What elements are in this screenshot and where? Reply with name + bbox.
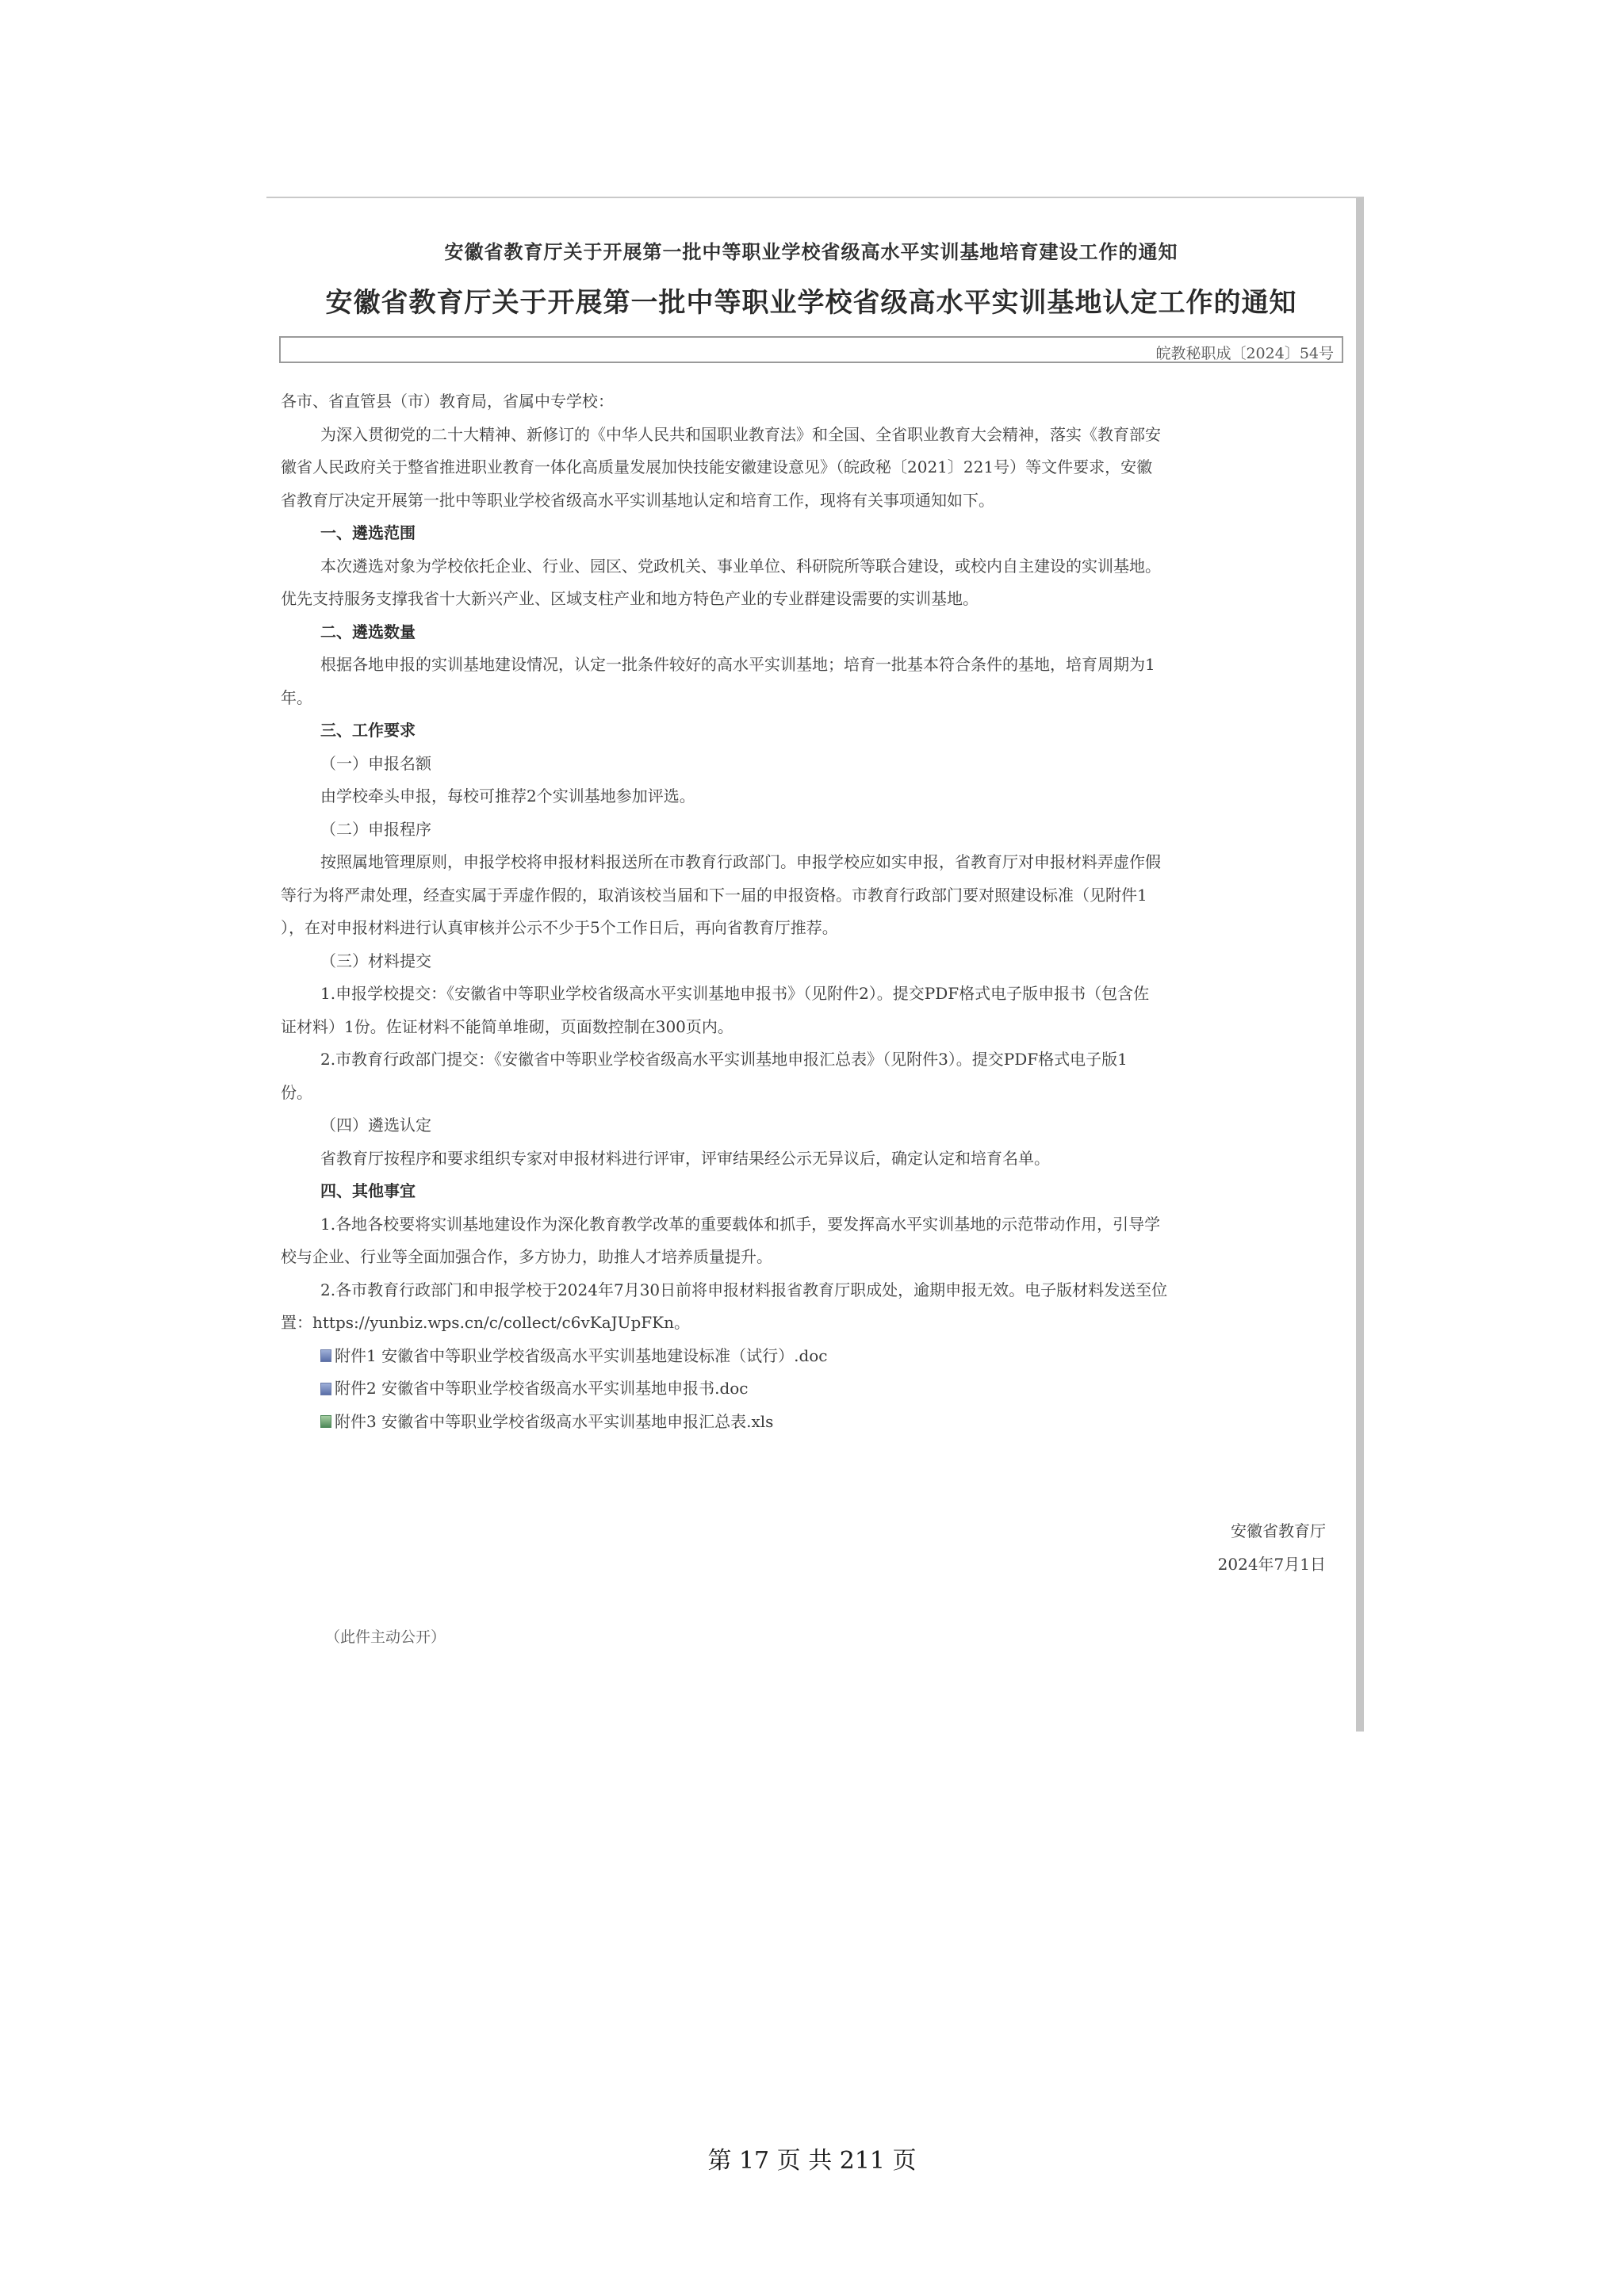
- body-line: 1.各地各校要将实训基地建设作为深化教育教学改革的重要载体和抓手，要发挥高水平实训基地的示范带动作用，引导学: [320, 1214, 1161, 1234]
- document-title-large: 安徽省教育厅关于开展第一批中等职业学校省级高水平实训基地认定工作的通知: [325, 287, 1297, 319]
- body-line: 校与企业、行业等全面加强合作，多方协力，助推人才培养质量提升。: [281, 1247, 772, 1266]
- issuer-block: [1218, 1514, 1326, 1581]
- body-line: 省教育厅决定开展第一批中等职业学校省级高水平实训基地认定和培育工作，现将有关事项通知如下。: [281, 490, 994, 510]
- subsection-heading: （二）申报程序: [320, 819, 431, 839]
- attachment-link-3[interactable]: [281, 1406, 1342, 1439]
- body-line: 为深入贯彻党的二十大精神、新修订的《中华人民共和国职业教育法》和全国、全省职业教育大会精神，落实《教育部安: [320, 424, 1161, 444]
- doc-file-icon: [320, 1349, 331, 1362]
- section-heading: 三、工作要求: [320, 721, 416, 740]
- body-line: 2.各市教育行政部门和申报学校于2024年7月30日前将申报材料报省教育厅职成处，逾期申报无效。电子版材料发送至位: [320, 1280, 1168, 1299]
- body-line: 优先支持服务支撑我省十大新兴产业、区域支柱产业和地方特色产业的专业群建设需要的实训基地。: [281, 589, 979, 608]
- body-line: 由学校牵头申报，每校可推荐2个实训基地参加评选。: [320, 786, 695, 806]
- salutation: 各市、省直管县（市）教育局，省属中专学校：: [281, 392, 614, 411]
- document-body: [281, 385, 1342, 1438]
- body-line: 2.市教育行政部门提交：《安徽省中等职业学校省级高水平实训基地申报汇总表》（见附件3）。提交PDF格式电子版1: [320, 1050, 1128, 1069]
- body-line: 根据各地申报的实训基地建设情况，认定一批条件较好的高水平实训基地；培育一批基本符合条件的基地，培育周期为1: [320, 655, 1155, 674]
- xls-file-icon: [320, 1415, 331, 1428]
- page-number: 第 17 页 共 211 页: [707, 2147, 917, 2175]
- body-line: 证材料）1份。佐证材料不能简单堆砌，页面数控制在300页内。: [281, 1016, 733, 1036]
- issuer-org: 安徽省教育厅: [1231, 1521, 1326, 1540]
- body-line: 本次遴选对象为学校依托企业、行业、园区、党政机关、事业单位、科研院所等联合建设，或校内自主建设的实训基地。: [320, 556, 1161, 576]
- doc-number: 皖教秘职成〔2024〕54号: [1155, 345, 1334, 362]
- body-line: 等行为将严肃处理，经查实属于弄虚作假的，取消该校当届和下一届的申报资格。市教育行政部门要对照建设标准（见附件1: [281, 885, 1147, 905]
- section-heading: 四、其他事宜: [320, 1181, 416, 1200]
- document-title-small: 安徽省教育厅关于开展第一批中等职业学校省级高水平实训基地培育建设工作的通知: [444, 241, 1178, 263]
- body-line: 省教育厅按程序和要求组织专家对申报材料进行评审，评审结果经公示无异议后，确定认定和培育名单。: [320, 1148, 1050, 1168]
- section-heading: 一、遴选范围: [320, 523, 416, 542]
- subsection-heading: （三）材料提交: [320, 951, 431, 970]
- body-line: ），在对申报材料进行认真审核并公示不少于5个工作日后，再向省教育厅推荐。: [281, 918, 838, 937]
- body-line: 年。: [281, 687, 312, 707]
- attachment-link-2[interactable]: [281, 1372, 1342, 1406]
- document-card: [266, 197, 1364, 1732]
- doc-file-icon: [320, 1383, 331, 1395]
- subsection-heading: （四）遴选认定: [320, 1115, 431, 1135]
- section-heading: 二、遴选数量: [320, 622, 416, 641]
- public-note: （此件主动公开）: [325, 1628, 446, 1646]
- attachment-label: 附件3 安徽省中等职业学校省级高水平实训基地申报汇总表.xls: [335, 1411, 774, 1431]
- body-line: 置：https://yunbiz.wps.cn/c/collect/c6vKaJUpFKn。: [281, 1313, 691, 1332]
- body-line: 1.申报学校提交：《安徽省中等职业学校省级高水平实训基地申报书》（见附件2）。提交PDF格式电子版申报书（包含佐: [320, 984, 1150, 1003]
- body-line: 按照属地管理原则，申报学校将申报材料报送所在市教育行政部门。申报学校应如实申报，省教育厅对申报材料弄虚作假: [320, 852, 1161, 871]
- issue-date: 2024年7月1日: [1217, 1555, 1326, 1574]
- doc-number-box: [279, 336, 1343, 363]
- subsection-heading: （一）申报名额: [320, 753, 431, 773]
- attachment-label: 附件2 安徽省中等职业学校省级高水平实训基地申报书.doc: [335, 1379, 749, 1398]
- body-line: 份。: [281, 1082, 312, 1102]
- body-line: 徽省人民政府关于整省推进职业教育一体化高质量发展加快技能安徽建设意见》（皖政秘〔2021〕221号）等文件要求，安徽: [281, 457, 1153, 476]
- attachment-label: 附件1 安徽省中等职业学校省级高水平实训基地建设标准（试行）.doc: [335, 1345, 828, 1365]
- attachment-link-1[interactable]: [281, 1340, 1342, 1373]
